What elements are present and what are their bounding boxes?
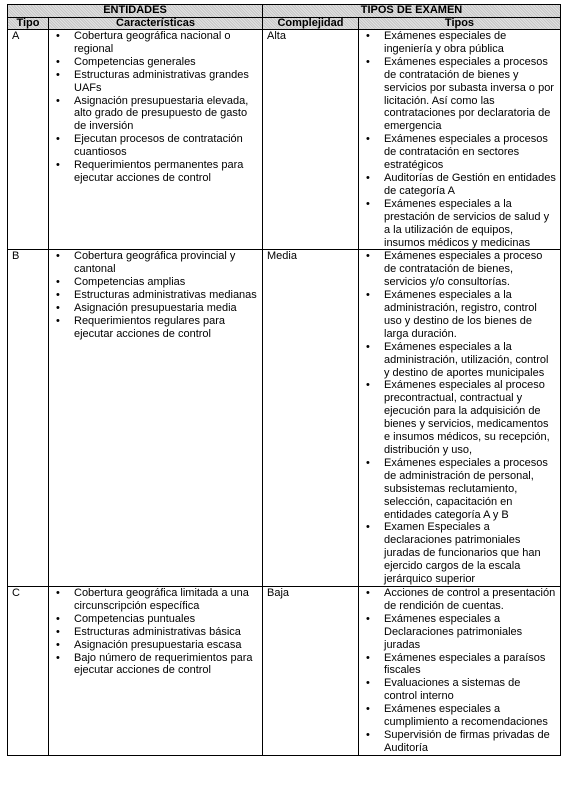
caracteristica-item: • Estructuras administrativas medianas xyxy=(74,289,258,302)
tipos-cell xyxy=(359,250,561,587)
caracteristica-item: • Cobertura geográfica nacional o regional xyxy=(74,30,258,56)
caracteristica-item: • Cobertura geográfica limitada a una circunscripción específica xyxy=(74,587,258,613)
caracteristica-item: • Asignación presupuestaria elevada, alto grado de presupuesto de gasto de inversión xyxy=(74,95,258,134)
complejidad-cell: Alta xyxy=(263,30,359,250)
tipo-examen-item: • Exámenes especiales a cumplimiento a recomendaciones xyxy=(384,703,556,729)
header-tipos: Tipos xyxy=(359,17,561,30)
tipo-examen-item: • Evaluaciones a sistemas de control interno xyxy=(384,677,556,703)
header-caracteristicas: Características xyxy=(49,17,263,30)
caracteristica-item: • Requerimientos permanentes para ejecutar acciones de control xyxy=(74,159,258,185)
table-body xyxy=(8,30,561,756)
complejidad-cell: Baja xyxy=(263,586,359,755)
caracteristica-item: • Competencias generales xyxy=(74,56,258,69)
table-row xyxy=(8,250,561,587)
tipos-cell xyxy=(359,30,561,250)
tipo-cell: C xyxy=(8,586,49,755)
tipos-list xyxy=(384,250,556,586)
header-complejidad: Complejidad xyxy=(263,17,359,30)
tipos-cell xyxy=(359,586,561,755)
caracteristicas-list xyxy=(74,250,258,340)
tipo-examen-item: • Auditorías de Gestión en entidades de categoría A xyxy=(384,172,556,198)
caracteristicas-cell xyxy=(49,586,263,755)
tipo-cell: A xyxy=(8,30,49,250)
header-entidades: ENTIDADES xyxy=(8,5,263,18)
tipo-examen-item: • Exámenes especiales a la administración, utilización, control y destino de aportes municipales xyxy=(384,341,556,380)
caracteristicas-cell xyxy=(49,250,263,587)
caracteristica-item: • Asignación presupuestaria escasa xyxy=(74,639,258,652)
caracteristicas-cell xyxy=(49,30,263,250)
tipo-examen-item: • Exámenes especiales a Declaraciones patrimoniales juradas xyxy=(384,613,556,652)
caracteristicas-list xyxy=(74,587,258,677)
tipo-examen-item: • Supervisión de firmas privadas de Auditoría xyxy=(384,729,556,755)
caracteristica-item: • Ejecutan procesos de contratación cuantiosos xyxy=(74,133,258,159)
tipos-list xyxy=(384,30,556,249)
tipo-examen-item: • Exámenes especiales al proceso precontractual, contractual y ejecución para la adquisición de bienes y servicios, medicamentos e insumos médicos, su recepción, distribución y uso, xyxy=(384,379,556,456)
tipo-examen-item: • Exámenes especiales a proceso de contratación de bienes, servicios y/o consultorías. xyxy=(384,250,556,289)
tipo-examen-item: • Examen Especiales a declaraciones patrimoniales juradas de funcionarios que han ejercido cargos de la escala jerárquico superior xyxy=(384,521,556,586)
caracteristica-item: • Estructuras administrativas grandes UAFs xyxy=(74,69,258,95)
tipo-examen-item: • Exámenes especiales a procesos de administración de personal, subsistemas reclutamiento, selección, capacitación en entidades categoría A y B xyxy=(384,457,556,522)
caracteristica-item: • Bajo número de requerimientos para ejecutar acciones de control xyxy=(74,652,258,678)
table-row xyxy=(8,586,561,755)
caracteristica-item: • Cobertura geográfica provincial y cantonal xyxy=(74,250,258,276)
tipo-examen-item: • Exámenes especiales a procesos de contratación de bienes y servicios por subasta inversa o por licitación. Así como las contrataciones por declaratoria de emergencia xyxy=(384,56,556,133)
tipo-examen-item: • Exámenes especiales a la prestación de servicios de salud y a la utilización de equipos, insumos médicos y medicinas xyxy=(384,198,556,250)
header-tipos-de-examen: TIPOS DE EXAMEN xyxy=(263,5,561,18)
caracteristica-item: • Competencias amplias xyxy=(74,276,258,289)
caracteristica-item: • Requerimientos regulares para ejecutar acciones de control xyxy=(74,315,258,341)
caracteristica-item: • Asignación presupuestaria media xyxy=(74,302,258,315)
entidades-examen-table xyxy=(7,4,561,756)
tipo-examen-item: • Exámenes especiales a la administración, registro, control uso y destino de los bienes de larga duración. xyxy=(384,289,556,341)
complejidad-cell: Media xyxy=(263,250,359,587)
column-header-row xyxy=(8,17,561,30)
tipo-cell: B xyxy=(8,250,49,587)
table-row xyxy=(8,30,561,250)
caracteristica-item: • Estructuras administrativas básica xyxy=(74,626,258,639)
tipos-list xyxy=(384,587,556,755)
group-header-row xyxy=(8,5,561,18)
header-tipo: Tipo xyxy=(8,17,49,30)
tipo-examen-item: • Exámenes especiales a paraísos fiscales xyxy=(384,652,556,678)
caracteristica-item: • Competencias puntuales xyxy=(74,613,258,626)
caracteristicas-list xyxy=(74,30,258,185)
tipo-examen-item: • Exámenes especiales de ingeniería y obra pública xyxy=(384,30,556,56)
tipo-examen-item: • Acciones de control a presentación de rendición de cuentas. xyxy=(384,587,556,613)
tipo-examen-item: • Exámenes especiales a procesos de contratación en sectores estratégicos xyxy=(384,133,556,172)
